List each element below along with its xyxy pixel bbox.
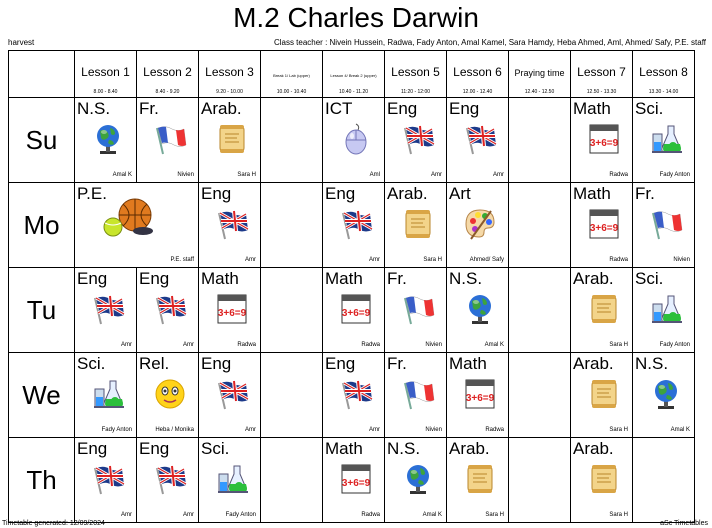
lesson-subject: Rel. (139, 354, 170, 373)
lesson-card[interactable] (323, 438, 385, 523)
lesson-teacher: Aml (369, 172, 380, 178)
empty-slot (261, 98, 323, 183)
period-name: Break 1/ Lab (upper) (273, 73, 310, 78)
french-flag-icon (401, 377, 435, 411)
lesson-subject: Eng (449, 99, 480, 118)
globe-icon (91, 122, 125, 156)
lesson-card[interactable] (633, 183, 695, 268)
uk-flag-icon (339, 377, 373, 411)
lesson-subject: P.E. (77, 184, 107, 203)
lesson-card[interactable] (633, 98, 695, 183)
period-name: Lesson 6 (453, 65, 502, 79)
lesson-card[interactable] (385, 438, 447, 523)
empty-slot (509, 438, 571, 523)
uk-flag-icon (339, 207, 373, 241)
lesson-subject: N.S. (387, 439, 421, 458)
empty-slot (509, 183, 571, 268)
scroll-icon (401, 207, 435, 241)
empty-slot (509, 268, 571, 353)
lesson-card[interactable] (571, 268, 633, 353)
lesson-card[interactable] (323, 353, 385, 438)
svg-text:3+6=9: 3+6=9 (589, 138, 619, 149)
lesson-card[interactable] (571, 98, 633, 183)
period-header (75, 51, 137, 98)
lesson-card[interactable] (323, 268, 385, 353)
lesson-subject: Fr. (387, 269, 407, 288)
uk-flag-icon (153, 462, 187, 496)
lesson-teacher: Nivien (177, 172, 194, 178)
lesson-card[interactable] (633, 353, 695, 438)
lesson-subject: Math (325, 269, 363, 288)
day-label: Tu (9, 268, 75, 353)
lesson-subject: Math (449, 354, 487, 373)
lesson-card[interactable] (447, 353, 509, 438)
lesson-subject: Eng (77, 269, 108, 288)
period-header (633, 51, 695, 98)
lesson-card[interactable] (199, 268, 261, 353)
day-row (9, 183, 695, 268)
empty-slot (261, 183, 323, 268)
math-icon (463, 377, 497, 411)
period-time: 8.00 - 8.40 (93, 89, 118, 95)
lesson-subject: Eng (325, 354, 356, 373)
lesson-teacher: Amal K (484, 342, 504, 348)
scroll-icon (463, 462, 497, 496)
lesson-subject: ICT (325, 99, 353, 118)
empty-slot (509, 353, 571, 438)
lesson-subject: Eng (325, 184, 356, 203)
lesson-card[interactable] (385, 353, 447, 438)
lesson-card[interactable] (447, 438, 509, 523)
lesson-card[interactable] (447, 183, 509, 268)
lesson-teacher: Radwa (361, 512, 380, 518)
period-time: 12.50 - 13.30 (586, 89, 617, 95)
lesson-card[interactable] (137, 438, 199, 523)
lesson-teacher: Heba / Monika (155, 427, 194, 433)
lesson-teacher: Amal K (670, 427, 690, 433)
empty-slot (261, 268, 323, 353)
lesson-teacher: Nivien (425, 342, 442, 348)
day-label: Th (9, 438, 75, 523)
period-time: 10.00 - 10.40 (276, 89, 307, 95)
period-name: Praying time (514, 68, 565, 78)
period-time: 12.00 - 12.40 (462, 89, 493, 95)
math-icon (339, 462, 373, 496)
scroll-icon (215, 122, 249, 156)
svg-text:3+6=9: 3+6=9 (341, 308, 371, 319)
lesson-card[interactable] (323, 183, 385, 268)
lesson-teacher: Fady Anton (659, 172, 690, 178)
period-time: 8.40 - 9.20 (155, 89, 180, 95)
lesson-card[interactable] (199, 438, 261, 523)
day-row (9, 438, 695, 523)
period-header (571, 51, 633, 98)
svg-text:3+6=9: 3+6=9 (465, 393, 495, 404)
lesson-subject: Arab. (573, 354, 614, 373)
lesson-card[interactable] (571, 353, 633, 438)
lesson-subject: Arab. (449, 439, 490, 458)
palette-icon (463, 207, 497, 241)
lesson-card[interactable] (75, 183, 199, 268)
scroll-icon (587, 377, 621, 411)
lesson-subject: Arab. (201, 99, 242, 118)
uk-flag-icon (91, 462, 125, 496)
period-header (447, 51, 509, 98)
lesson-teacher: Sara H (485, 512, 504, 518)
period-name: Lesson 3 (205, 65, 254, 79)
lesson-teacher: Fady Anton (101, 427, 132, 433)
svg-text:3+6=9: 3+6=9 (341, 478, 371, 489)
lesson-subject: Math (201, 269, 239, 288)
french-flag-icon (401, 292, 435, 326)
day-label: Su (9, 98, 75, 183)
lesson-teacher: Radwa (485, 427, 504, 433)
footer-generated: Timetable generated: 12/09/2024 (2, 520, 105, 527)
uk-flag-icon (215, 377, 249, 411)
french-flag-icon (649, 207, 683, 241)
lesson-card[interactable] (447, 268, 509, 353)
lesson-card[interactable] (385, 183, 447, 268)
lesson-subject: Eng (139, 269, 170, 288)
globe-icon (401, 462, 435, 496)
lesson-subject: Eng (387, 99, 418, 118)
lesson-teacher: Amr (121, 342, 132, 348)
lesson-teacher: Amr (245, 257, 256, 263)
lesson-card[interactable] (75, 98, 137, 183)
lesson-subject: Arab. (387, 184, 428, 203)
lesson-teacher: Radwa (361, 342, 380, 348)
period-name: Lesson 2 (143, 65, 192, 79)
period-header (137, 51, 199, 98)
math-icon (587, 207, 621, 241)
lesson-card[interactable] (571, 438, 633, 523)
mouse-icon (339, 122, 373, 156)
lesson-teacher: Nivien (673, 257, 690, 263)
period-time: 13.30 - 14.00 (648, 89, 679, 95)
flask-icon (91, 377, 125, 411)
flask-icon (649, 292, 683, 326)
lesson-subject: Sci. (635, 269, 664, 288)
day-row (9, 98, 695, 183)
lesson-subject: Fr. (387, 354, 407, 373)
lesson-teacher: Amr (493, 172, 504, 178)
lesson-teacher: Sara H (609, 512, 628, 518)
day-row (9, 353, 695, 438)
uk-flag-icon (91, 292, 125, 326)
lesson-card[interactable] (137, 98, 199, 183)
period-header (323, 51, 385, 98)
lesson-teacher: Ahmed/ Safy (469, 257, 504, 263)
lesson-subject: Math (573, 99, 611, 118)
math-icon (339, 292, 373, 326)
period-name: Lesson 5 (391, 65, 440, 79)
footer-brand: aSc Timetables (660, 520, 708, 527)
scroll-icon (587, 462, 621, 496)
math-icon (587, 122, 621, 156)
french-flag-icon (153, 122, 187, 156)
lesson-card[interactable] (199, 98, 261, 183)
empty-slot (261, 438, 323, 523)
empty-slot (633, 438, 695, 523)
flask-icon (215, 462, 249, 496)
period-time: 10.40 - 11.20 (338, 89, 369, 95)
uk-flag-icon (215, 207, 249, 241)
lesson-teacher: Sara H (237, 172, 256, 178)
lesson-subject: Math (325, 439, 363, 458)
lesson-subject: Arab. (573, 269, 614, 288)
lesson-subject: Sci. (635, 99, 664, 118)
empty-slot (509, 98, 571, 183)
svg-text:3+6=9: 3+6=9 (217, 308, 247, 319)
lesson-subject: Fr. (139, 99, 159, 118)
globe-icon (649, 377, 683, 411)
lesson-teacher: Fady Anton (659, 342, 690, 348)
class-teacher-line: Class teacher : Nivein Hussein, Radwa, Fady Anton, Amal Kamel, Sara Hamdy, Heba Ahmed, Aml, Ahmed/ Safy, P.E. staff (273, 38, 706, 47)
lesson-card[interactable] (75, 353, 137, 438)
lesson-teacher: Fady Anton (225, 512, 256, 518)
lesson-subject: Fr. (635, 184, 655, 203)
lesson-teacher: Amr (183, 342, 194, 348)
lesson-teacher: Amr (121, 512, 132, 518)
period-header (199, 51, 261, 98)
math-icon (215, 292, 249, 326)
lesson-card[interactable] (385, 98, 447, 183)
period-time: 11:20 - 12:00 (400, 89, 431, 95)
empty-slot (261, 353, 323, 438)
period-name: Lesson 4/ Break 2 (upper) (330, 73, 377, 78)
uk-flag-icon (153, 292, 187, 326)
lesson-subject: Eng (201, 354, 232, 373)
lesson-card[interactable] (633, 268, 695, 353)
lesson-teacher: Sara H (609, 342, 628, 348)
period-header (261, 51, 323, 98)
lesson-card[interactable] (199, 183, 261, 268)
lesson-card[interactable] (137, 353, 199, 438)
lesson-teacher: P.E. staff (170, 257, 194, 263)
lesson-teacher: Amal K (112, 172, 132, 178)
lesson-teacher: Radwa (237, 342, 256, 348)
smiley-icon (153, 377, 187, 411)
lesson-teacher: Nivien (425, 427, 442, 433)
period-name: Lesson 1 (81, 65, 130, 79)
period-time: 12.40 - 12.50 (524, 89, 555, 95)
lesson-subject: Art (449, 184, 471, 203)
lesson-subject: N.S. (77, 99, 111, 118)
period-header (385, 51, 447, 98)
day-row (9, 268, 695, 353)
period-name: Lesson 7 (577, 65, 626, 79)
lesson-card[interactable] (75, 438, 137, 523)
period-header (509, 51, 571, 98)
day-label: We (9, 353, 75, 438)
uk-flag-icon (463, 122, 497, 156)
period-name: Lesson 8 (639, 65, 688, 79)
lesson-teacher: Sara H (423, 257, 442, 263)
lesson-subject: Sci. (201, 439, 230, 458)
lesson-subject: N.S. (635, 354, 669, 373)
period-time: 9.20 - 10.00 (216, 89, 243, 95)
sport-balls-icon (97, 197, 157, 231)
lesson-subject: Eng (201, 184, 232, 203)
uk-flag-icon (401, 122, 435, 156)
lesson-teacher: Amr (183, 512, 194, 518)
lesson-card[interactable] (447, 98, 509, 183)
svg-text:3+6=9: 3+6=9 (589, 223, 619, 234)
lesson-subject: N.S. (449, 269, 483, 288)
lesson-card[interactable] (323, 98, 385, 183)
corner-cell (9, 51, 75, 98)
lesson-card[interactable] (75, 268, 137, 353)
school-name: harvest (8, 38, 35, 47)
lesson-subject: Eng (77, 439, 108, 458)
lesson-teacher: Amal K (422, 512, 442, 518)
lesson-card[interactable] (385, 268, 447, 353)
lesson-subject: Math (573, 184, 611, 203)
lesson-subject: Arab. (573, 439, 614, 458)
lesson-teacher: Amr (369, 257, 380, 263)
page-title: M.2 Charles Darwin (233, 2, 479, 33)
lesson-card[interactable] (199, 353, 261, 438)
globe-icon (463, 292, 497, 326)
day-label: Mo (9, 183, 75, 268)
flask-icon (649, 122, 683, 156)
scroll-icon (587, 292, 621, 326)
lesson-card[interactable] (137, 268, 199, 353)
lesson-teacher: Sara H (609, 427, 628, 433)
lesson-card[interactable] (571, 183, 633, 268)
lesson-subject: Eng (139, 439, 170, 458)
timetable-grid (8, 50, 695, 523)
lesson-teacher: Amr (245, 427, 256, 433)
period-header-row (9, 51, 695, 98)
lesson-subject: Sci. (77, 354, 106, 373)
lesson-teacher: Radwa (609, 172, 628, 178)
lesson-teacher: Amr (431, 172, 442, 178)
lesson-teacher: Amr (369, 427, 380, 433)
lesson-teacher: Radwa (609, 257, 628, 263)
